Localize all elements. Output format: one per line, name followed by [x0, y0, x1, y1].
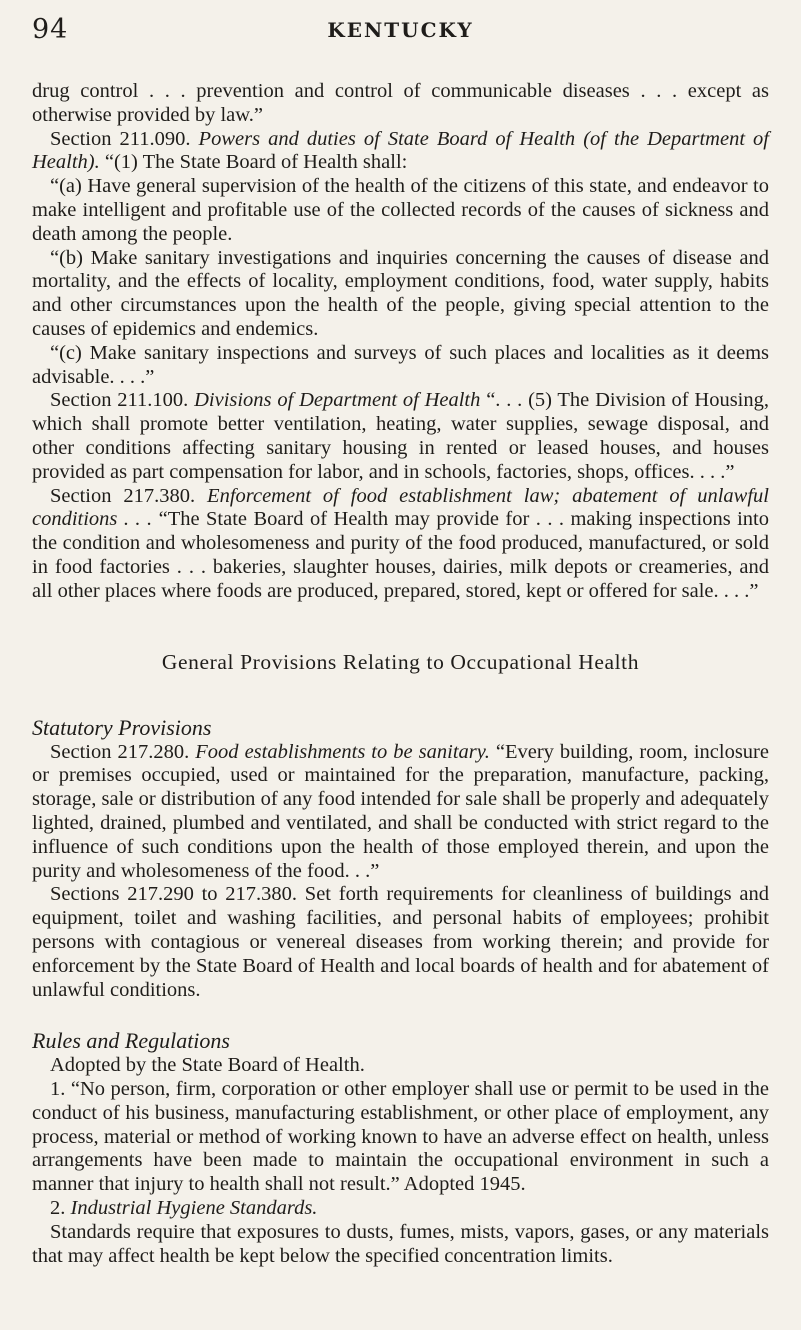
section-text: “(1) The State Board of Health shall:: [104, 151, 408, 174]
paragraph-standards: Standards require that exposures to dusts, fumes, mists, vapors, gases, or any materials that may affect health be kept below the specified concentration limits.: [32, 1220, 769, 1267]
section-number: Section 211.100.: [50, 389, 195, 412]
rules-and-regulations: [32, 1028, 769, 1268]
top-block: [32, 80, 769, 604]
statutory-provisions: [32, 715, 769, 1003]
section-title: Food establishments to be sanitary.: [195, 740, 496, 763]
section-number: Section 211.090.: [50, 127, 199, 150]
paragraph-section-217-280: [32, 741, 769, 884]
subheading-rules: Rules and Regulations: [32, 1028, 230, 1054]
paragraph-section-211-100: [32, 389, 769, 484]
page-header: [32, 14, 769, 58]
paragraph-section-211-090: [32, 128, 769, 176]
subheading-statutory: Statutory Provisions: [32, 714, 212, 740]
section-title: Divisions of Department of Health: [194, 389, 487, 412]
section-text: “The State Board of Health may provide for . . . making inspections into the condition and wholesomeness and purity of the food produced, manufactured, or sold in food factories . . . bakeries, slaughter houses, dairies, milk depots or creameries, and all other places where foods are produced, prepared, stored, kept or offered for sale. . . .”: [32, 508, 770, 602]
paragraph-sections-217-290: Sections 217.290 to 217.380. Set forth requirements for cleanliness of buildings and equipment, toilet and washing facilities, and personal habits of employees; prohibit persons with contagious or venereal diseases from working therein; and provide for enforcement by the State Board of Health and local boards of health and for abatement of unlawful conditions.: [32, 883, 769, 1001]
section-title: Powers and duties of State Board of Health (of the Department of Health).: [32, 127, 769, 174]
section-number: Section 217.280.: [50, 740, 196, 763]
rule-title: Industrial Hygiene Standards.: [70, 1197, 318, 1220]
section-title-general-provisions: General Provisions Relating to Occupational Health: [161, 649, 640, 674]
page-number: 94: [32, 14, 69, 45]
section-title: Enforcement of food establishment law; abatement of unlawful conditions . . .: [32, 484, 769, 531]
running-head: KENTUCKY: [327, 18, 474, 42]
paragraph-rule-2: [32, 1197, 769, 1221]
paragraph-clause-a: “(a) Have general supervision of the health of the citizens of this state, and endeavor to make intelligent and profitable use of the collected records of the causes of sickness and death among the people.: [32, 175, 769, 245]
section-number: Section 217.380.: [50, 484, 208, 507]
paragraph-clause-b: “(b) Make sanitary investigations and inquiries concerning the causes of disease and mortality, and the effects of locality, employment conditions, food, water supply, habits and other circumstances upon the health of the people, giving special attention to the causes of epidemics and endemics.: [32, 246, 769, 340]
section-text: “. . . (5) The Division of Housing, which shall promote better ventilation, heating, water supplies, sewage disposal, and other conditions affecting sanitary housing in rented or leased houses, and houses provided as part compensation for labor, and in schools, factories, shops, offices. . . .”: [32, 389, 769, 483]
paragraph-rule-1: 1. “No person, firm, corporation or other employer shall use or permit to be used in the conduct of his business, manufacturing establishment, or other place of employment, any process, material or method of working known to have an adverse effect on health, unless arrangements have been made to maintain the occupational environment in such a manner that injury to health shall not result.” Adopted 1945.: [32, 1078, 769, 1196]
paragraph-clause-c: “(c) Make sanitary inspections and surveys of such places and localities as it deems advisable. . . .”: [32, 341, 769, 388]
paragraph-adopted: Adopted by the State Board of Health.: [50, 1054, 365, 1077]
paragraph-continuation: drug control . . . prevention and control of communicable diseases . . . except as otherwise provided by law.”: [32, 80, 769, 126]
section-text: “Every building, room, inclosure or premises occupied, used or maintained for the preparation, manufacture, packing, storage, sale or distribution of any food intended for sale shall be properly and adequately lighted, drained, plumbed and ventilated, and shall be conducted with strict regard to the influence of such conditions upon the health of those employed therein, and upon the purity and wholesomeness of the food. . .”: [32, 740, 769, 882]
rule-number: 2.: [50, 1197, 71, 1220]
paragraph-section-217-380: [32, 485, 769, 604]
